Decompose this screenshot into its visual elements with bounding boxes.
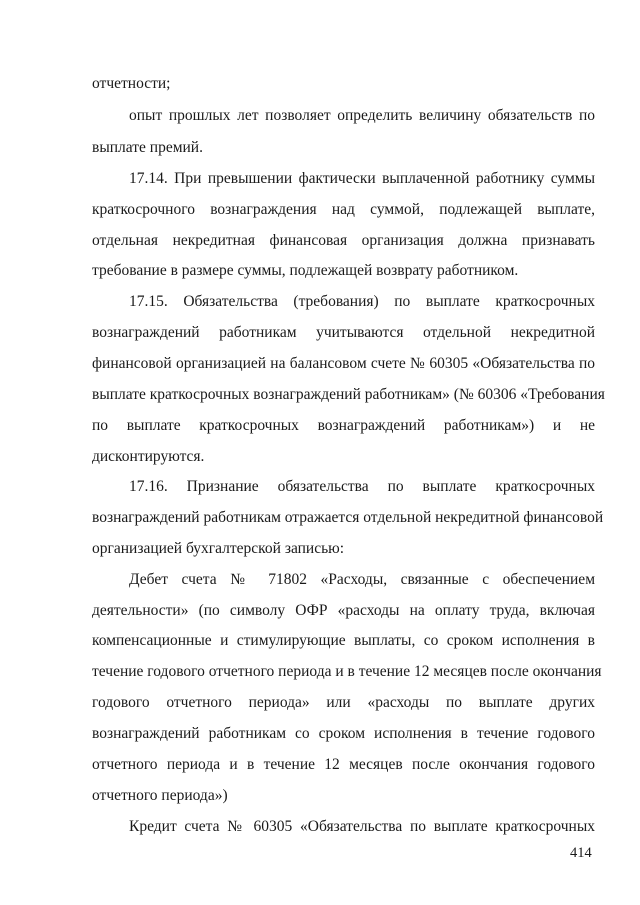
text-line: отдельная некредитная финансовая организация должна признавать: [92, 232, 595, 249]
text-line: опыт прошлых лет позволяет определить величину обязательств по: [129, 107, 595, 124]
text-line: отчетного периода и в течение 12 месяцев после окончания годового: [92, 756, 595, 773]
text-line: годового отчетного периода» или «расходы по выплате других: [92, 694, 595, 711]
text-line: вознаграждений работникам учитываются отдельной некредитной: [92, 324, 595, 341]
text-line: 17.14. При превышении фактически выплаченной работнику суммы: [129, 170, 595, 187]
text-line: дисконтируются.: [92, 448, 205, 465]
text-line: Кредит счета № 60305 «Обязательства по выплате краткосрочных: [129, 818, 595, 835]
page-number: 414: [570, 845, 592, 861]
text-line: 17.15. Обязательства (требования) по выплате краткосрочных: [129, 293, 595, 310]
text-line: выплате краткосрочных вознаграждений работникам» (№ 60306 «Требования: [92, 386, 605, 403]
text-line: отчетности;: [92, 75, 171, 92]
text-line: финансовой организацией на балансовом счете № 60305 «Обязательства по: [92, 355, 595, 372]
text-line: Дебет счета № 71802 «Расходы, связанные с обеспечением: [129, 571, 595, 588]
text-line: требование в размере суммы, подлежащей возврату работником.: [92, 262, 519, 279]
text-line: отчетного периода»): [92, 787, 228, 804]
text-line: вознаграждений работникам со сроком исполнения в течение годового: [92, 725, 595, 742]
text-line: по выплате краткосрочных вознаграждений работникам») и не: [92, 417, 595, 434]
text-line: 17.16. Признание обязательства по выплате краткосрочных: [129, 478, 595, 495]
text-line: деятельности» (по символу ОФР «расходы на оплату труда, включая: [92, 602, 595, 619]
text-line: вознаграждений работникам отражается отдельной некредитной финансовой: [92, 509, 604, 526]
text-line: краткосрочного вознаграждения над суммой, подлежащей выплате,: [92, 201, 595, 218]
text-line: выплате премий.: [92, 139, 203, 156]
text-line: течение годового отчетного периода и в течение 12 месяцев после окончания: [92, 663, 602, 680]
text-line: компенсационные и стимулирующие выплаты, со сроком исполнения в: [92, 632, 595, 649]
text-line: организацией бухгалтерской записью:: [92, 540, 345, 557]
